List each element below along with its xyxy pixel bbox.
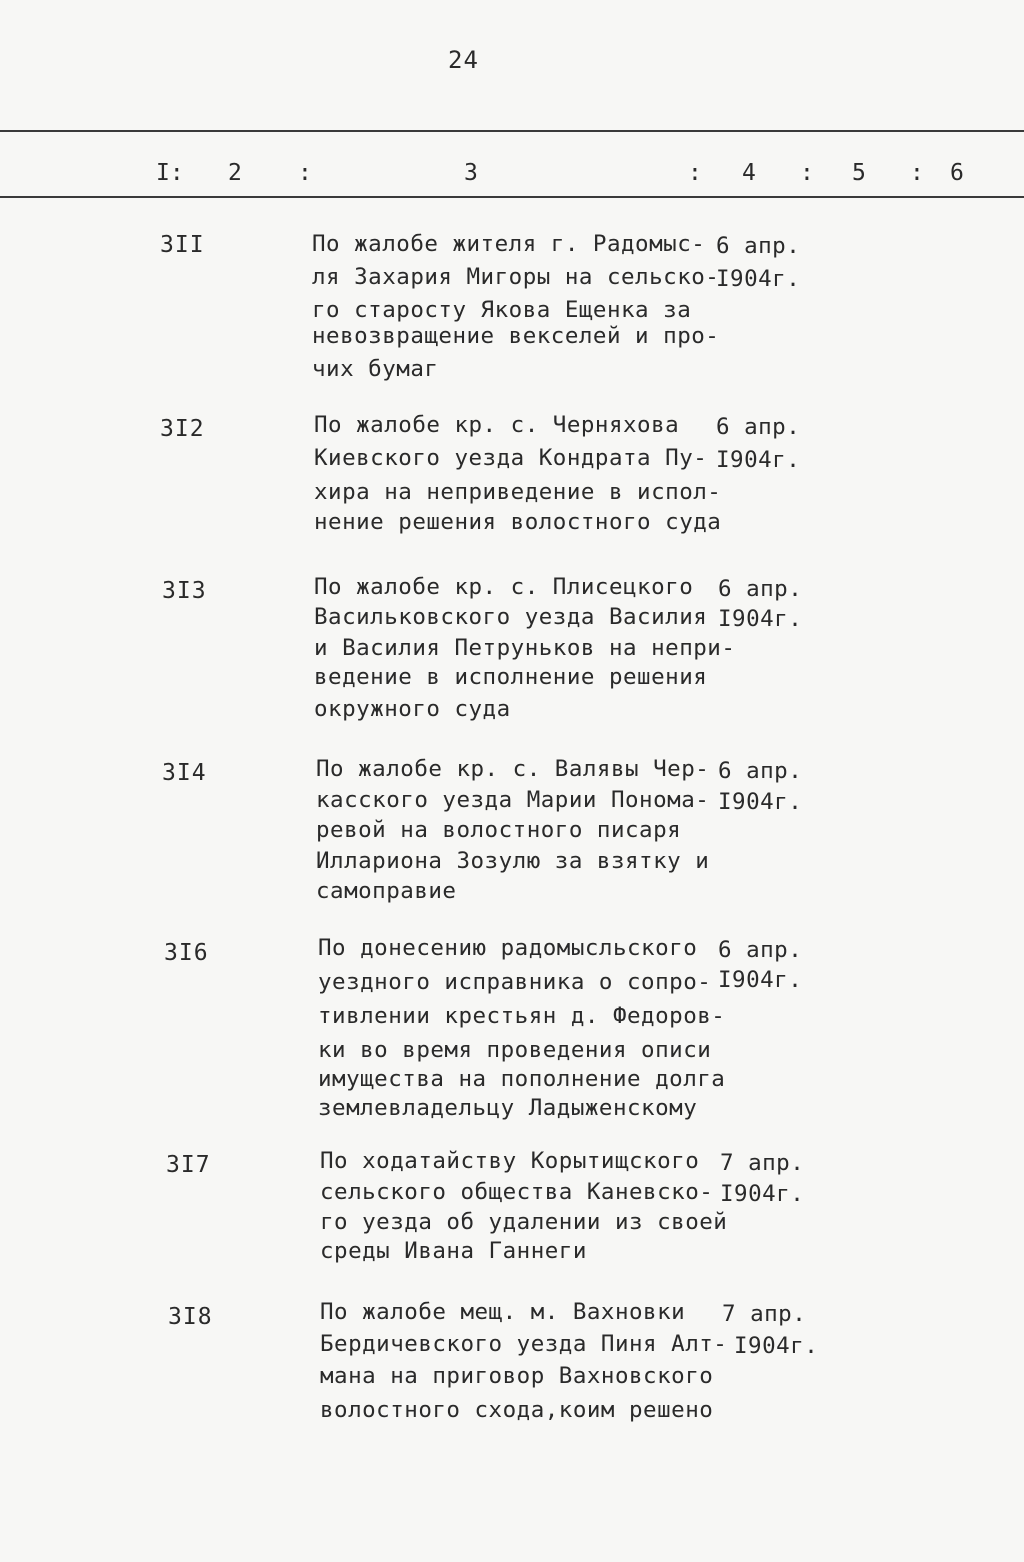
entry-number: 3I7 — [166, 1152, 211, 1178]
column-separator: : — [688, 160, 702, 186]
entry-text-line: ведение в исполнение решения — [314, 664, 708, 690]
entry-text-line: нение решения волостного суда — [314, 509, 722, 535]
entry-date-year: I904г. — [720, 1181, 805, 1207]
entry-text-line: Бердичевского уезда Пиня Алт- — [320, 1331, 728, 1357]
entry-number: 3I2 — [160, 416, 205, 442]
column-header-2: 2 — [228, 160, 242, 186]
column-header-3: 3 — [464, 160, 478, 186]
entry-date-day: 7 апр. — [722, 1301, 807, 1327]
column-header-6: 6 — [950, 160, 964, 186]
column-separator: : — [298, 160, 312, 186]
column-header-5: 5 — [852, 160, 866, 186]
entry-date-year: I904г. — [718, 789, 803, 815]
entry-text-line: касского уезда Марии Понома- — [316, 787, 710, 813]
entry-date-year: I904г. — [718, 606, 803, 632]
entry-text-line: мана на приговор Вахновского — [320, 1363, 714, 1389]
entry-date-day: 6 апр. — [716, 414, 801, 440]
entry-text-line: уездного исправника о сопро- — [318, 969, 712, 995]
entry-text-line: волостного схода,коим решено — [320, 1397, 714, 1423]
entry-text-line: Васильковского уезда Василия — [314, 604, 708, 630]
entry-date-year: I904г. — [716, 266, 801, 292]
entry-text-line: ки во время проведения описи — [318, 1037, 712, 1063]
entry-number: 3I8 — [168, 1304, 213, 1330]
entry-text-line: го уезда об удалении из своей — [320, 1209, 728, 1235]
entry-text-line: ля Захария Мигоры на сельско- — [312, 264, 720, 290]
entry-number: 3II — [160, 232, 205, 258]
entry-number: 3I6 — [164, 940, 209, 966]
entry-number: 3I4 — [162, 760, 207, 786]
header-rule-bottom — [0, 196, 1024, 198]
entry-text-line: По жалобе кр. с. Плисецкого — [314, 574, 694, 600]
entry-text-line: По жалобе кр. с. Валявы Чер- — [316, 756, 710, 782]
entry-text-line: По ходатайству Корытищского — [320, 1148, 700, 1174]
entry-text-line: Киевского уезда Кондрата Пу- — [314, 445, 708, 471]
entry-date-year: I904г. — [718, 967, 803, 993]
entry-text-line: самоправие — [316, 878, 457, 904]
entry-date-day: 6 апр. — [718, 758, 803, 784]
page-number: 24 — [448, 46, 479, 74]
column-separator: : — [800, 160, 814, 186]
entry-text-line: среды Ивана Ганнеги — [320, 1238, 587, 1264]
entry-text-line: окружного суда — [314, 696, 511, 722]
column-header-1: I: — [156, 160, 184, 186]
entry-text-line: имущества на пополнение долга — [318, 1066, 726, 1092]
entry-text-line: Иллариона Зозулю за взятку и — [316, 848, 710, 874]
entry-date-day: 6 апр. — [718, 937, 803, 963]
column-header-4: 4 — [742, 160, 756, 186]
entry-text-line: хира на неприведение в испол- — [314, 479, 722, 505]
entry-text-line: По жалобе жителя г. Радомыс- — [312, 231, 706, 257]
entry-number: 3I3 — [162, 578, 207, 604]
entry-text-line: тивлении крестьян д. Федоров- — [318, 1003, 726, 1029]
header-rule-top — [0, 130, 1024, 132]
entry-text-line: и Василия Петруньков на непри- — [314, 635, 736, 661]
entry-text-line: По жалобе кр. с. Черняхова — [314, 412, 680, 438]
entry-date-day: 6 апр. — [718, 576, 803, 602]
entry-text-line: сельского общества Каневско- — [320, 1179, 714, 1205]
entry-date-year: I904г. — [734, 1333, 819, 1359]
entry-text-line: По жалобе мещ. м. Вахновки — [320, 1299, 686, 1325]
entry-date-day: 6 апр. — [716, 233, 801, 259]
column-separator: : — [910, 160, 924, 186]
entry-text-line: ревой на волостного писаря — [316, 817, 682, 843]
entry-text-line: го старосту Якова Ещенка за — [312, 297, 692, 323]
entry-text-line: чих бумаг — [312, 356, 439, 382]
entry-date-day: 7 апр. — [720, 1150, 805, 1176]
entry-text-line: землевладельцу Ладыженскому — [318, 1095, 698, 1121]
entry-date-year: I904г. — [716, 447, 801, 473]
entry-text-line: По донесению радомысльского — [318, 935, 698, 961]
entry-text-line: невозвращение векселей и про- — [312, 323, 720, 349]
